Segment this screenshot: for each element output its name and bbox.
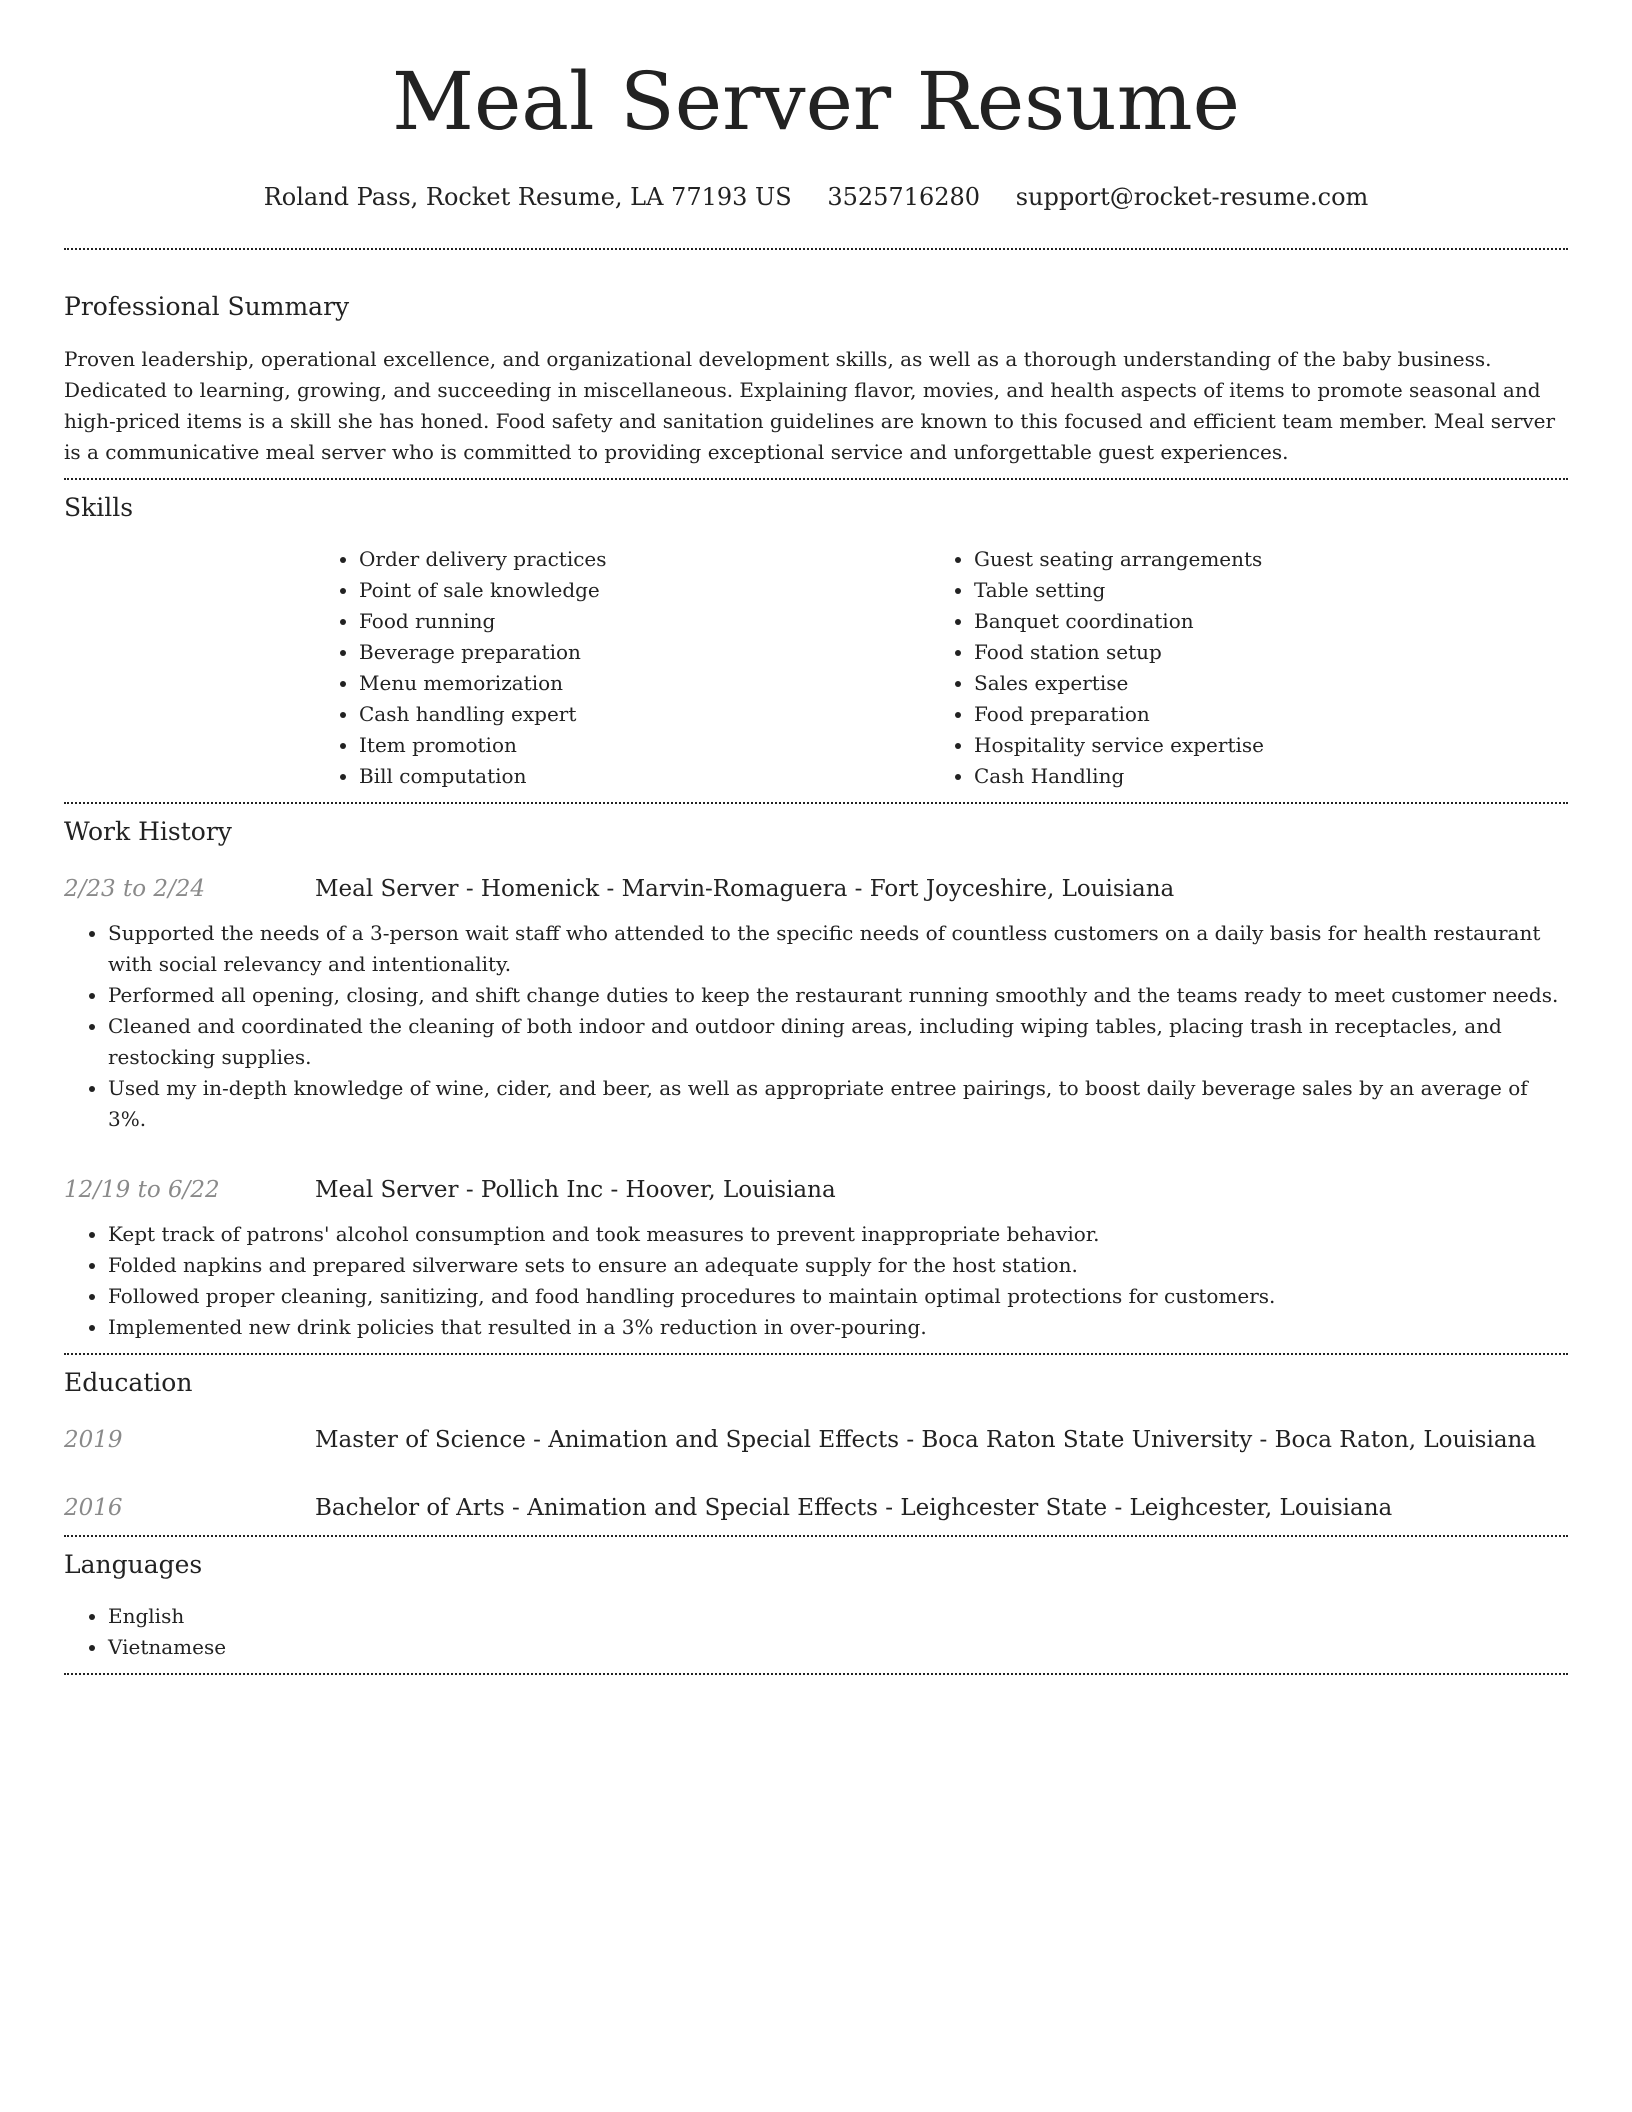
- list-item: • Point of sale knowledge: [359, 575, 930, 606]
- summary-text: Proven leadership, operational excellence, and organizational development skills, as well as a thorough understanding of the baby business. Dedicated to learning, growing, and succeeding in miscellaneous. Explaining flavor, movies, and health aspects of items to promote seasonal and high-priced items is a skill she has honed. Food safety and sanitation guidelines are known to this focused and efficient team member. Meal server is a communicative meal server who is committed to providing exceptional service and unforgettable guest experiences.: [64, 347, 1556, 464]
- section-divider: [64, 248, 1568, 250]
- education-heading: Education: [64, 1368, 193, 1397]
- list-item: • Used my in-depth knowledge of wine, cider, and beer, as well as appropriate entree pairings, to boost daily beverage sales by an average of 3%.: [108, 1073, 1568, 1135]
- education-entry: [64, 1423, 1568, 1457]
- education-degree: Bachelor of Arts - Animation and Special Effects - Leighcester State - Leighcester, Louisiana: [315, 1495, 1393, 1521]
- resume-page: [64, 0, 1568, 1675]
- contact-email: support@rocket-resume.com: [1015, 183, 1369, 211]
- list-item: • English: [108, 1601, 1568, 1632]
- section-divider: [64, 1353, 1568, 1355]
- list-item: • Beverage preparation: [359, 637, 930, 668]
- job-dates: 12/19 to 6/22: [64, 1177, 220, 1203]
- skills-column-right: [930, 544, 1545, 792]
- work-heading: Work History: [64, 817, 232, 846]
- section-divider: [64, 478, 1568, 480]
- list-item: • Table setting: [974, 575, 1545, 606]
- job-bullets: [64, 1219, 1568, 1343]
- contact-phone: 3525716280: [827, 183, 981, 211]
- languages-list: [64, 1601, 1568, 1663]
- list-item: • Cash handling expert: [359, 699, 930, 730]
- list-item: • Vietnamese: [108, 1632, 1568, 1663]
- list-item: • Cash Handling: [974, 761, 1545, 792]
- contact-line: [64, 180, 1568, 214]
- skills-grid: [315, 544, 1568, 792]
- list-item: • Order delivery practices: [359, 544, 930, 575]
- job-bullets: [64, 918, 1568, 1135]
- education-year: 2016: [64, 1495, 123, 1521]
- list-item: • Menu memorization: [359, 668, 930, 699]
- languages-heading: Languages: [64, 1550, 203, 1579]
- list-item: • Bill computation: [359, 761, 930, 792]
- section-divider: [64, 1673, 1568, 1675]
- list-item: • Guest seating arrangements: [974, 544, 1545, 575]
- job-title: Meal Server - Homenick - Marvin-Romaguera - Fort Joyceshire, Louisiana: [315, 876, 1175, 902]
- job-entry: [64, 1173, 1568, 1207]
- list-item: • Cleaned and coordinated the cleaning of both indoor and outdoor dining areas, including wiping tables, placing trash in receptacles, and restocking supplies.: [108, 1011, 1568, 1073]
- section-divider: [64, 1535, 1568, 1537]
- education-year: 2019: [64, 1427, 123, 1453]
- list-item: • Implemented new drink policies that resulted in a 3% reduction in over-pouring.: [108, 1312, 1568, 1343]
- page-title: Meal Server Resume: [392, 55, 1240, 148]
- contact-address: Roland Pass, Rocket Resume, LA 77193 US: [263, 183, 792, 211]
- list-item: • Sales expertise: [974, 668, 1545, 699]
- list-item: • Supported the needs of a 3-person wait staff who attended to the specific needs of countless customers on a daily basis for health restaurant with social relevancy and intentionality.: [108, 918, 1568, 980]
- list-item: • Item promotion: [359, 730, 930, 761]
- list-item: • Food running: [359, 606, 930, 637]
- job-title: Meal Server - Pollich Inc - Hoover, Louisiana: [315, 1177, 836, 1203]
- job-dates: 2/23 to 2/24: [64, 876, 206, 902]
- skills-column-left: [315, 544, 930, 792]
- list-item: • Banquet coordination: [974, 606, 1545, 637]
- section-divider: [64, 802, 1568, 804]
- list-item: • Food preparation: [974, 699, 1545, 730]
- list-item: • Followed proper cleaning, sanitizing, and food handling procedures to maintain optimal protections for customers.: [108, 1281, 1568, 1312]
- list-item: • Kept track of patrons' alcohol consumption and took measures to prevent inappropriate behavior.: [108, 1219, 1568, 1250]
- education-degree: Master of Science - Animation and Special Effects - Boca Raton State University - Boca Raton, Louisiana: [315, 1427, 1537, 1453]
- list-item: • Food station setup: [974, 637, 1545, 668]
- list-item: • Folded napkins and prepared silverware sets to ensure an adequate supply for the host station.: [108, 1250, 1568, 1281]
- job-entry: [64, 872, 1568, 906]
- skills-heading: Skills: [64, 493, 134, 522]
- list-item: • Performed all opening, closing, and shift change duties to keep the restaurant running smoothly and the teams ready to meet customer needs.: [108, 980, 1568, 1011]
- list-item: • Hospitality service expertise: [974, 730, 1545, 761]
- summary-heading: Professional Summary: [64, 292, 350, 321]
- education-entry: [64, 1491, 1568, 1525]
